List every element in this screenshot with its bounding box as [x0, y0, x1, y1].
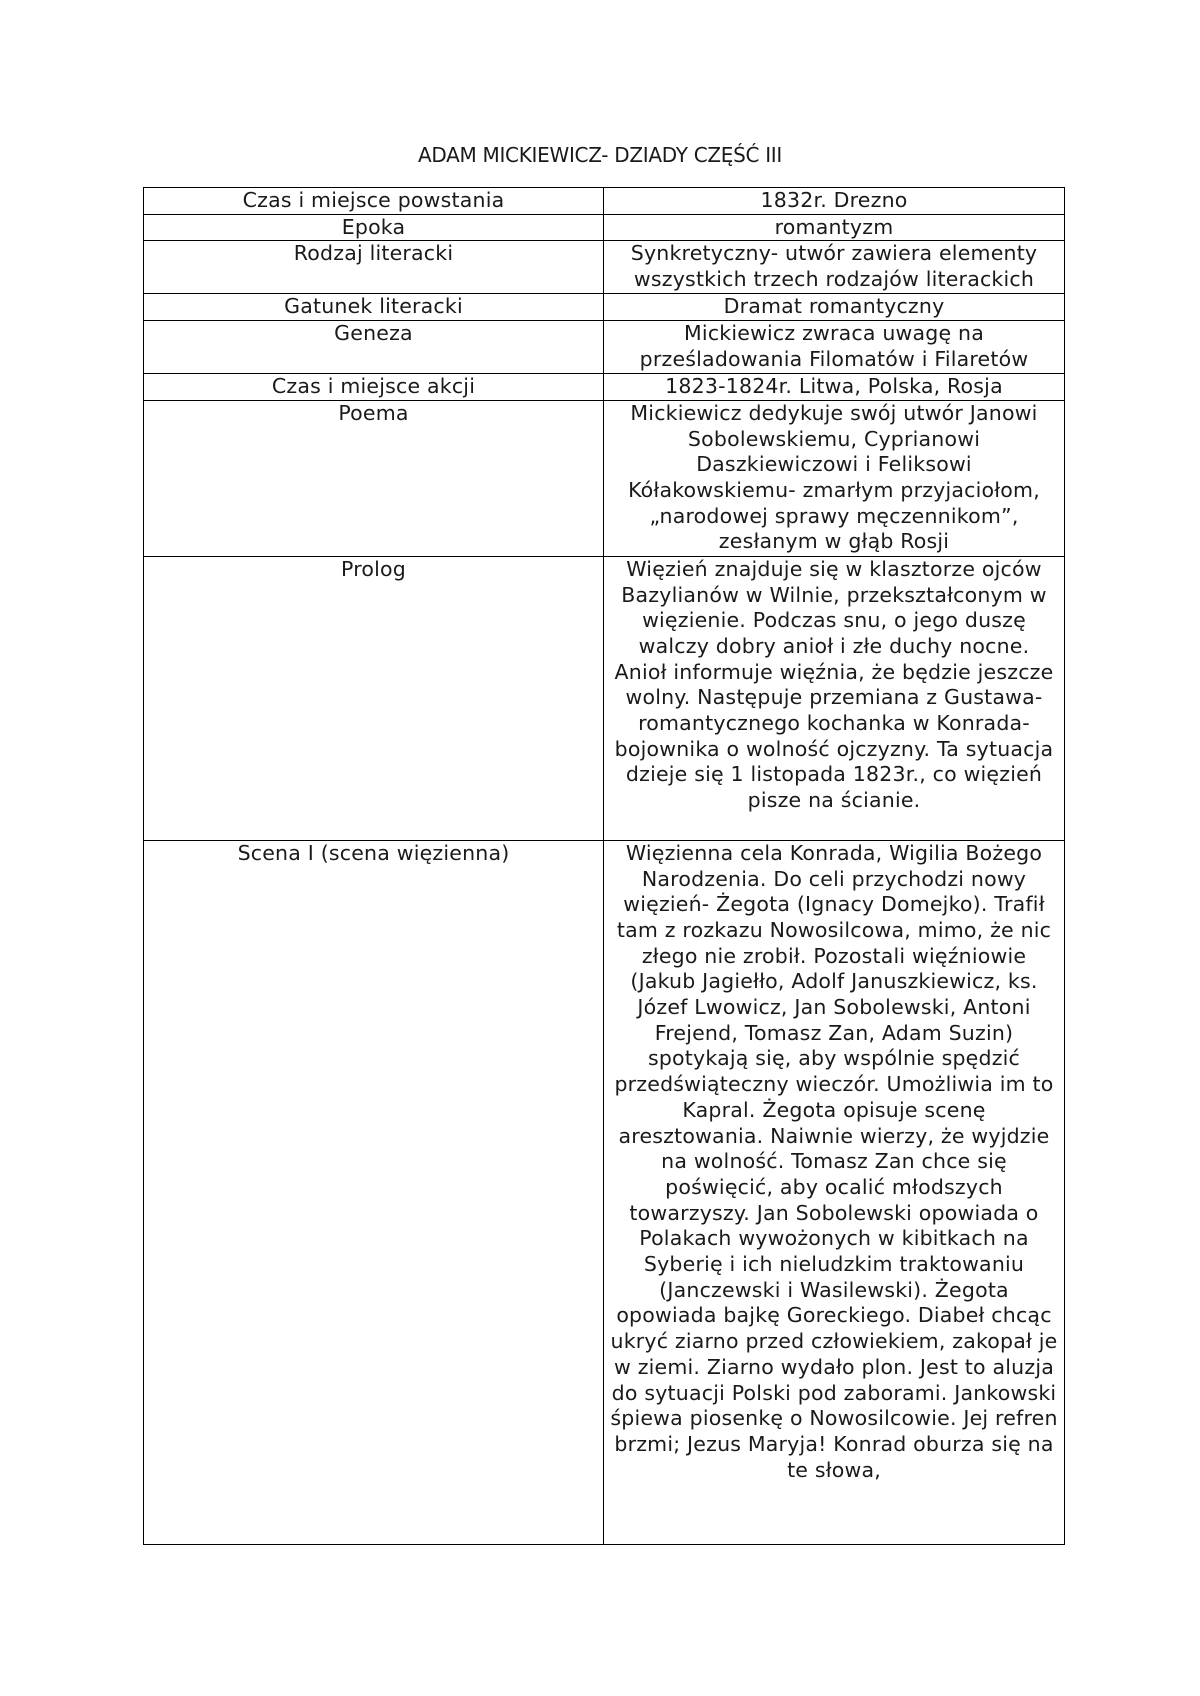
row-value: Mickiewicz dedykuje swój utwór Janowi Sobolewskiemu, Cyprianowi Daszkiewiczowi i Feliksowi Kółakowskiemu- zmarłym przyjaciołom, „narodowej sprawy męczennikom”, zesłanym w głąb Rosji: [604, 400, 1065, 556]
table-row: [144, 188, 1065, 215]
table-row: [144, 840, 1065, 1544]
row-key: Epoka: [144, 214, 604, 241]
row-value: 1832r. Drezno: [604, 188, 1065, 215]
table-row: [144, 294, 1065, 321]
table-row: [144, 374, 1065, 401]
row-value: romantyzm: [604, 214, 1065, 241]
row-key: Poema: [144, 400, 604, 556]
row-key: Czas i miejsce akcji: [144, 374, 604, 401]
row-key: Rodzaj literacki: [144, 241, 604, 294]
row-value: Dramat romantyczny: [604, 294, 1065, 321]
document-title: ADAM MICKIEWICZ- DZIADY CZĘŚĆ III: [417, 143, 783, 167]
row-value: Więzień znajduje się w klasztorze ojców Bazylianów w Wilnie, przekształconym w więzienie. Podczas snu, o jego duszę walczy dobry anioł i złe duchy nocne. Anioł informuje więźnia, że będzie jeszcze wolny. Następuje przemiana z Gustawa- romantycznego kochanka w Konrada- bojownika o wolność ojczyzny. Ta sytuacja dzieje się 1 listopada 1823r., co więzień pisze na ścianie.: [604, 556, 1065, 840]
row-key: Czas i miejsce powstania: [144, 188, 604, 215]
row-key: Gatunek literacki: [144, 294, 604, 321]
info-table: [143, 187, 1065, 1545]
table-row: [144, 400, 1065, 556]
row-value: 1823-1824r. Litwa, Polska, Rosja: [604, 374, 1065, 401]
row-value: Mickiewicz zwraca uwagę na prześladowania Filomatów i Filaretów: [604, 321, 1065, 374]
row-key: Scena I (scena więzienna): [144, 840, 604, 1544]
table-row: [144, 321, 1065, 374]
table-row: [144, 556, 1065, 840]
row-value: Więzienna cela Konrada, Wigilia Bożego Narodzenia. Do celi przychodzi nowy więzień- Żegota (Ignacy Domejko). Trafił tam z rozkazu Nowosilcowa, mimo, że nic złego nie zrobił. Pozostali więźniowie (Jakub Jagiełło, Adolf Januszkiewicz, ks. Józef Lwowicz, Jan Sobolewski, Antoni Frejend, Tomasz Zan, Adam Suzin) spotykają się, aby wspólnie spędzić przedświąteczny wieczór. Umożliwia im to Kapral. Żegota opisuje scenę aresztowania. Naiwnie wierzy, że wyjdzie na wolność. Tomasz Zan chce się poświęcić, aby ocalić młodszych towarzyszy. Jan Sobolewski opowiada o Polakach wywożonych w kibitkach na Syberię i ich nieludzkim traktowaniu (Janczewski i Wasilewski). Żegota opowiada bajkę Goreckiego. Diabeł chcąc ukryć ziarno przed człowiekiem, zakopał je w ziemi. Ziarno wydało plon. Jest to aluzja do sytuacji Polski pod zaborami. Jankowski śpiewa piosenkę o Nowosilcowie. Jej refren brzmi; Jezus Maryja! Konrad oburza się na te słowa,: [604, 840, 1065, 1544]
row-key: Geneza: [144, 321, 604, 374]
table-row: [144, 214, 1065, 241]
row-key: Prolog: [144, 556, 604, 840]
row-value: Synkretyczny- utwór zawiera elementy wszystkich trzech rodzajów literackich: [604, 241, 1065, 294]
table-row: [144, 241, 1065, 294]
